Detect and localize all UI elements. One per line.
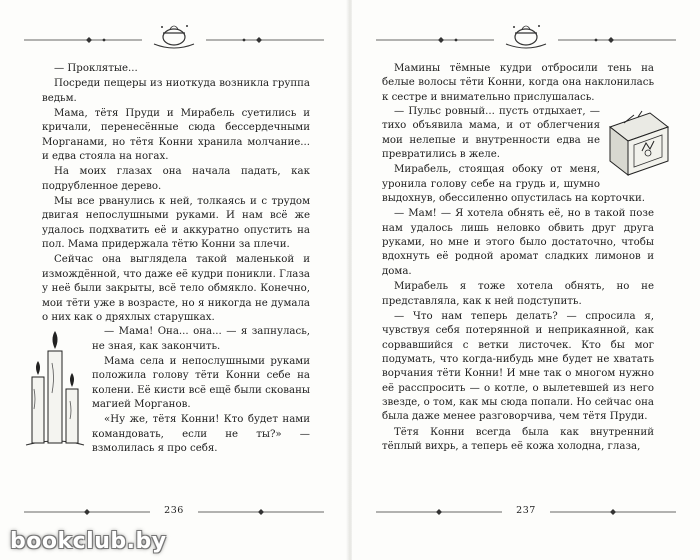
left-page — [0, 0, 348, 560]
right-page — [352, 0, 700, 560]
paragraph: Мама, тётя Пруди и Мирабель суетились и кричали, перенесённые сюда бессердечными Морганами, но тётя Конни хранила молчание... и едва стояла на ногах. — [42, 108, 310, 163]
paragraph: — Пульс ровный... пусть отдыхает, — тихо объявила мама, и от облегчения мои нелепые и внутренности едва не превратились в желе. — [382, 106, 600, 161]
cauldron-ornament-icon — [376, 22, 676, 52]
page-number: 236 — [164, 505, 184, 516]
paragraph: — Что нам теперь делать? — спросила я, чувствуя себя потерянной и неприкаянной, как сорвавшийся с ветки листочек. Кто бы мог подумать, что когда-нибудь мне будет не хватать ворчания тёти Конни! И мне так о многом нужно её расспросить — о котле, о вылетевшей из него звезде, о том, как мы сюда попали. Но сейчас она была даже менее разговорчива, чем тётя Пруди. — [382, 310, 654, 423]
header-ornament — [24, 22, 324, 52]
paragraph: Мы все рванулись к ней, толкаясь и с трудом двигая непослушными руками. И нам всё же удалось подхватить её и аккуратно опустить на пол. Мама придержала тётю Конни за плечи. — [42, 196, 310, 251]
paragraph: На моих глазах она начала падать, как подрубленное дерево. — [42, 166, 310, 192]
paragraph: Мамины тёмные кудри отбросили тень на белые волосы тёти Конни, когда она наклонилась к сестре и внимательно прислушалась. — [382, 63, 654, 103]
candles-illustration-icon — [24, 329, 86, 449]
paragraph: — Проклятые... — [54, 63, 138, 74]
paragraph: Тётя Конни всегда была как внутренний тёплый вихрь, а теперь её кожа холодна, глаза, — [382, 426, 654, 452]
cauldron-ornament-icon — [24, 22, 324, 52]
right-page-footer — [376, 504, 676, 520]
page-number: 237 — [516, 505, 536, 516]
left-page-footer — [24, 504, 324, 520]
left-page-text — [42, 62, 310, 456]
paragraph: Мирабель, стоящая обоку от меня, уронила голову себе на грудь и, шумно выдохнув, обессиленно опустилась на корточки. — [382, 164, 646, 205]
paragraph: Мирабель я тоже хотела обнять, но не представляла, как к ней подступить. — [382, 281, 654, 307]
paragraph: Посреди пещеры из ниоткуда возникла группа ведьм. — [42, 78, 310, 104]
spellbook-illustration-icon — [604, 107, 672, 177]
right-page-text — [382, 62, 654, 454]
watermark-logo: bookclub.by — [10, 529, 167, 554]
paragraph: — Мама! Она... она... — я запнулась, не зная, как закончить. — [92, 326, 310, 352]
paragraph: Мама села и непослушными руками положила голову тёти Конни себе на колени. Её кисти всё ещё были скованы магией Морганов. — [92, 355, 310, 410]
paragraph: Сейчас она выглядела такой маленькой и измождённой, что даже её кудри поникли. Глаза у неё были закрыты, всё тело обмякло. Конечно, мои тёти уже в возрасте, но я никогда не думала о них как о дряхлых старушках. — [42, 254, 310, 323]
paragraph: «Ну же, тётя Конни! Кто будет нами командовать, если не ты?» — взмолилась я про себя. — [92, 414, 310, 454]
paragraph: — Мам! — Я хотела обнять её, но в такой позе нам удалось лишь неловко обвить друг друга руками, но мне и этого было достаточно, чтобы вдохнуть её родной аромат сладких лимонов и дома. — [382, 208, 654, 277]
header-ornament — [376, 22, 676, 52]
